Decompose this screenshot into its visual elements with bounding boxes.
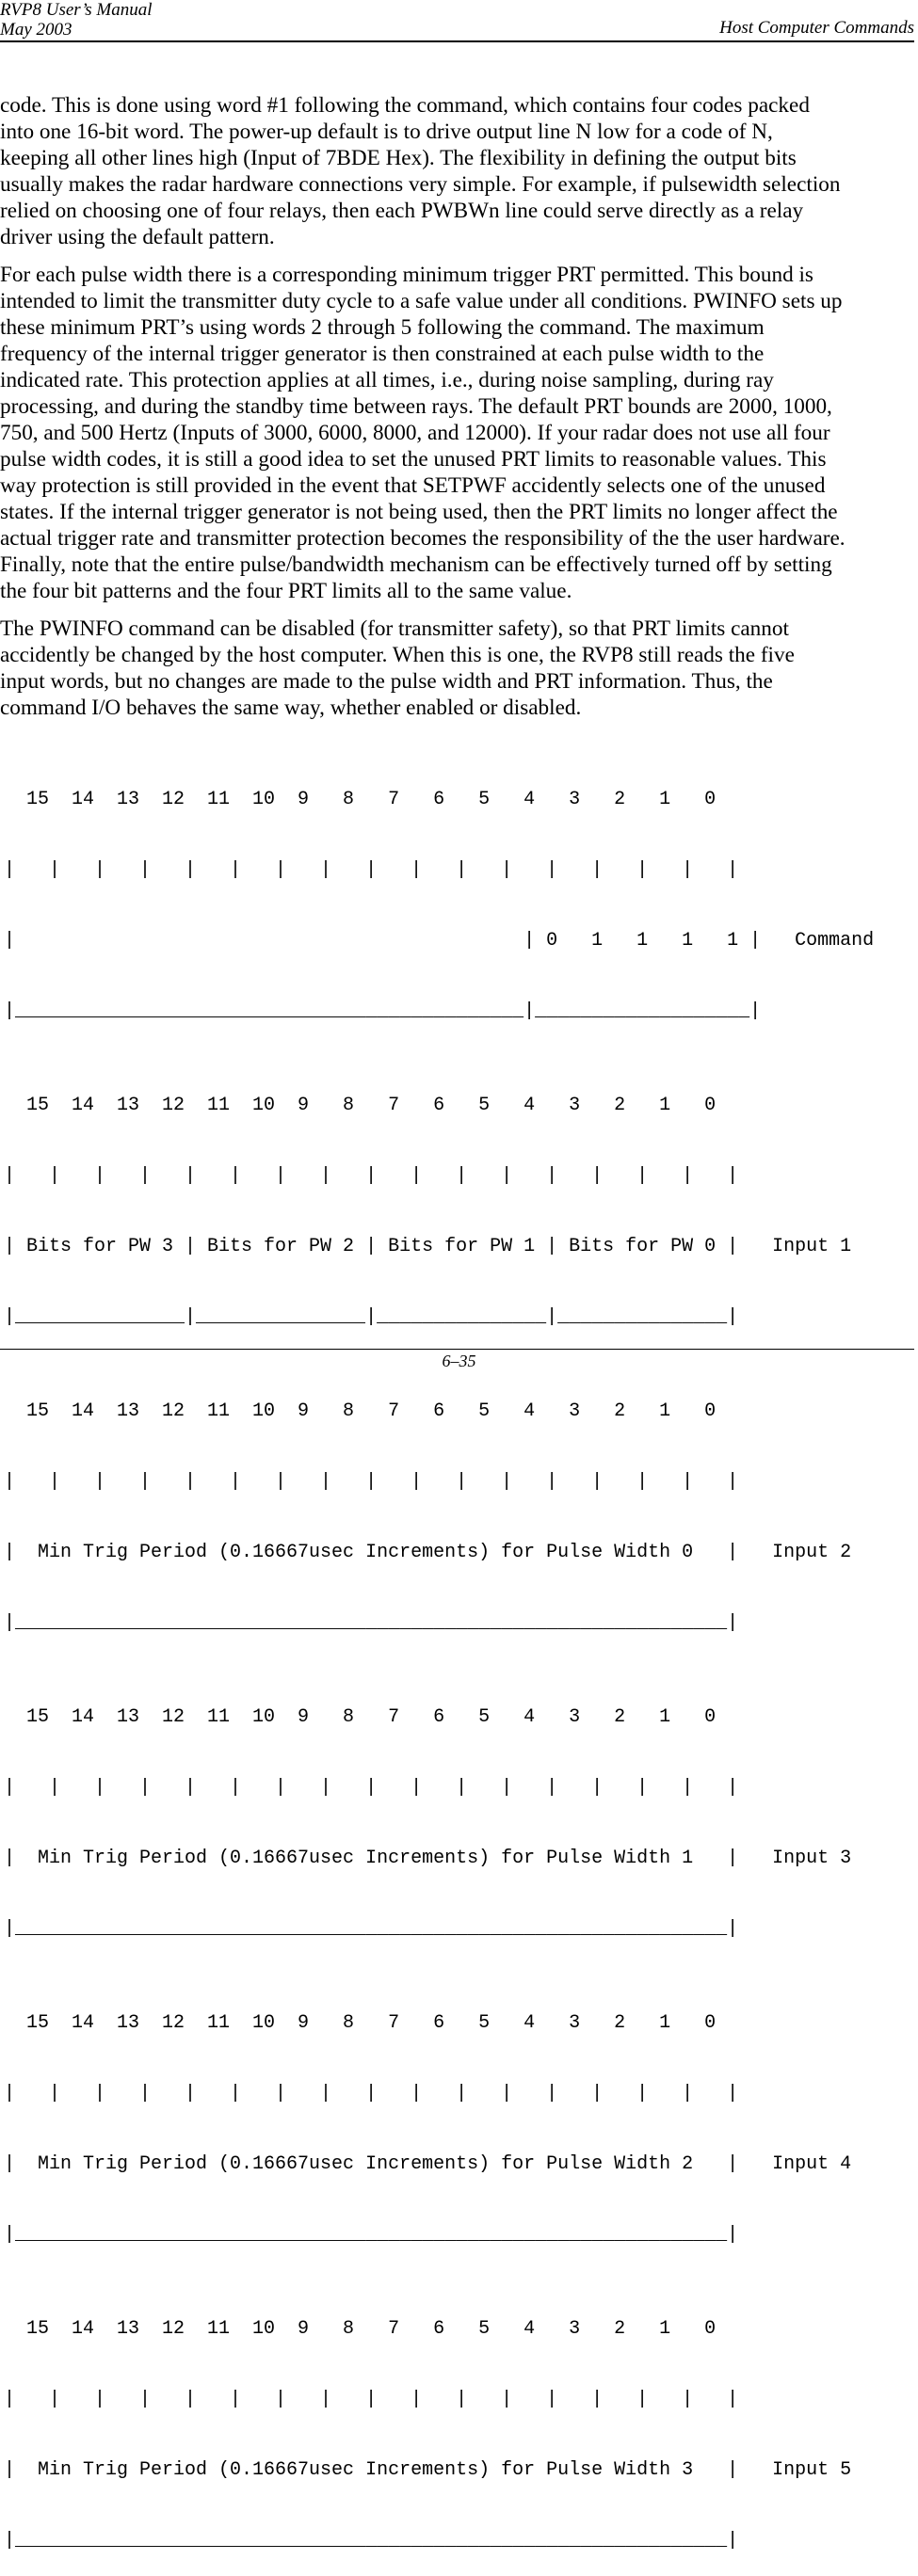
- text-line: usually makes the radar hardware connections very simple. For example, if pulsewidth selection: [0, 172, 841, 197]
- text-line: intended to limit the transmitter duty cycle to a safe value under all conditions. PWINFO sets up: [0, 289, 843, 313]
- text-line: actual trigger rate and transmitter protection becomes the responsibility of the the user hardware.: [0, 526, 846, 551]
- publication-date: May 2003: [0, 20, 72, 40]
- bit-number-header: 15 14 13 12 11 10 9 8 7 6 5 4 3 2 1 0: [4, 1095, 728, 1116]
- text-line: 750, and 500 Hertz (Inputs of 3000, 6000, 8000, and 12000). If your radar does not use all four: [0, 421, 830, 445]
- word-input1-ticks: | | | | | | | | | | | | | | | | |: [4, 1165, 739, 1187]
- word-input5-content: | Min Trig Period (0.16667usec Increments) for Pulse Width 3 | Input 5: [4, 2459, 852, 2481]
- section-title: Host Computer Commands: [719, 18, 914, 38]
- word-input5-ticks: | | | | | | | | | | | | | | | | |: [4, 2389, 739, 2410]
- running-header-left: [0, 0, 153, 40]
- text-line: The PWINFO command can be disabled (for transmitter safety), so that PRT limits cannot: [0, 616, 789, 641]
- bit-number-header: 15 14 13 12 11 10 9 8 7 6 5 4 3 2 1 0: [4, 1706, 728, 1728]
- text-line: indicated rate. This protection applies at all times, i.e., during noise sampling, during ray: [0, 368, 774, 392]
- word-input4-ticks: | | | | | | | | | | | | | | | | |: [4, 2083, 739, 2104]
- word-command-content: | | 0 1 1 1 1 | Command: [4, 930, 875, 952]
- text-line: command I/O behaves the same way, whether enabled or disabled.: [0, 696, 582, 720]
- word-input5-bottom: |_______________________________________________________________|: [4, 2530, 739, 2552]
- bit-number-header: 15 14 13 12 11 10 9 8 7 6 5 4 3 2 1 0: [4, 2012, 728, 2034]
- word-command-ticks: | | | | | | | | | | | | | | | | |: [4, 859, 739, 881]
- text-line: code. This is done using word #1 following the command, which contains four codes packed: [0, 93, 810, 118]
- pwinfo-word-diagram: [4, 741, 874, 2576]
- word-input1-bottom: |_______________|_______________|_______________|_______________|: [4, 1306, 739, 1328]
- word-input4-bottom: |_______________________________________________________________|: [4, 2224, 739, 2246]
- footer-rule: [0, 1349, 914, 1350]
- text-line: these minimum PRT’s using words 2 through 5 following the command. The maximum: [0, 315, 765, 340]
- word-input2-bottom: |_______________________________________________________________|: [4, 1612, 739, 1634]
- word-command-bottom: |_____________________________________________|___________________|: [4, 1000, 762, 1022]
- body-text: [0, 92, 918, 732]
- paragraph-pwinfo-disable: [0, 616, 918, 721]
- bit-number-header: 15 14 13 12 11 10 9 8 7 6 5 4 3 2 1 0: [4, 1400, 728, 1422]
- text-line: accidently be changed by the host computer. When this is one, the RVP8 still reads the five: [0, 643, 795, 667]
- word-input4-content: | Min Trig Period (0.16667usec Increments) for Pulse Width 2 | Input 4: [4, 2153, 852, 2175]
- text-line: driver using the default pattern.: [0, 225, 275, 249]
- word-input3-content: | Min Trig Period (0.16667usec Increments) for Pulse Width 1 | Input 3: [4, 1848, 852, 1869]
- text-line: into one 16-bit word. The power-up default is to drive output line N low for a code of N,: [0, 120, 773, 144]
- text-line: Finally, note that the entire pulse/bandwidth mechanism can be effectively turned off by setting: [0, 552, 832, 577]
- word-input2-content: | Min Trig Period (0.16667usec Increments) for Pulse Width 0 | Input 2: [4, 1542, 852, 1563]
- header-rule: [0, 40, 914, 42]
- paragraph-output-codes: [0, 92, 918, 250]
- word-input1-content: | Bits for PW 3 | Bits for PW 2 | Bits for PW 1 | Bits for PW 0 | Input 1: [4, 1236, 852, 1257]
- text-line: frequency of the internal trigger generator is then constrained at each pulse width to the: [0, 342, 765, 366]
- text-line: states. If the internal trigger generator is not being used, then the PRT limits no longer affect the: [0, 500, 838, 524]
- text-line: keeping all other lines high (Input of 7BDE Hex). The flexibility in defining the output bits: [0, 146, 797, 170]
- text-line: relied on choosing one of four relays, then each PWBWn line could serve directly as a relay: [0, 199, 804, 223]
- text-line: input words, but no changes are made to the pulse width and PRT information. Thus, the: [0, 669, 773, 694]
- word-input2-ticks: | | | | | | | | | | | | | | | | |: [4, 1471, 739, 1493]
- text-line: For each pulse width there is a corresponding minimum trigger PRT permitted. This bound is: [0, 263, 813, 287]
- text-line: the four bit patterns and the four PRT limits all to the same value.: [0, 579, 572, 603]
- manual-title: RVP8 User’s Manual: [0, 0, 153, 20]
- bit-number-header: 15 14 13 12 11 10 9 8 7 6 5 4 3 2 1 0: [4, 789, 728, 810]
- text-line: way protection is still provided in the event that SETPWF accidently selects one of the unused: [0, 473, 826, 498]
- text-line: pulse width codes, it is still a good idea to set the unused PRT limits to reasonable values. This: [0, 447, 827, 472]
- word-input3-ticks: | | | | | | | | | | | | | | | | |: [4, 1777, 739, 1799]
- page-number: 6–35: [442, 1352, 476, 1370]
- word-input3-bottom: |_______________________________________________________________|: [4, 1918, 739, 1940]
- paragraph-prt-limits: [0, 262, 918, 604]
- text-line: processing, and during the standby time between rays. The default PRT bounds are 2000, 1000,: [0, 394, 832, 419]
- bit-number-header: 15 14 13 12 11 10 9 8 7 6 5 4 3 2 1 0: [4, 2318, 728, 2340]
